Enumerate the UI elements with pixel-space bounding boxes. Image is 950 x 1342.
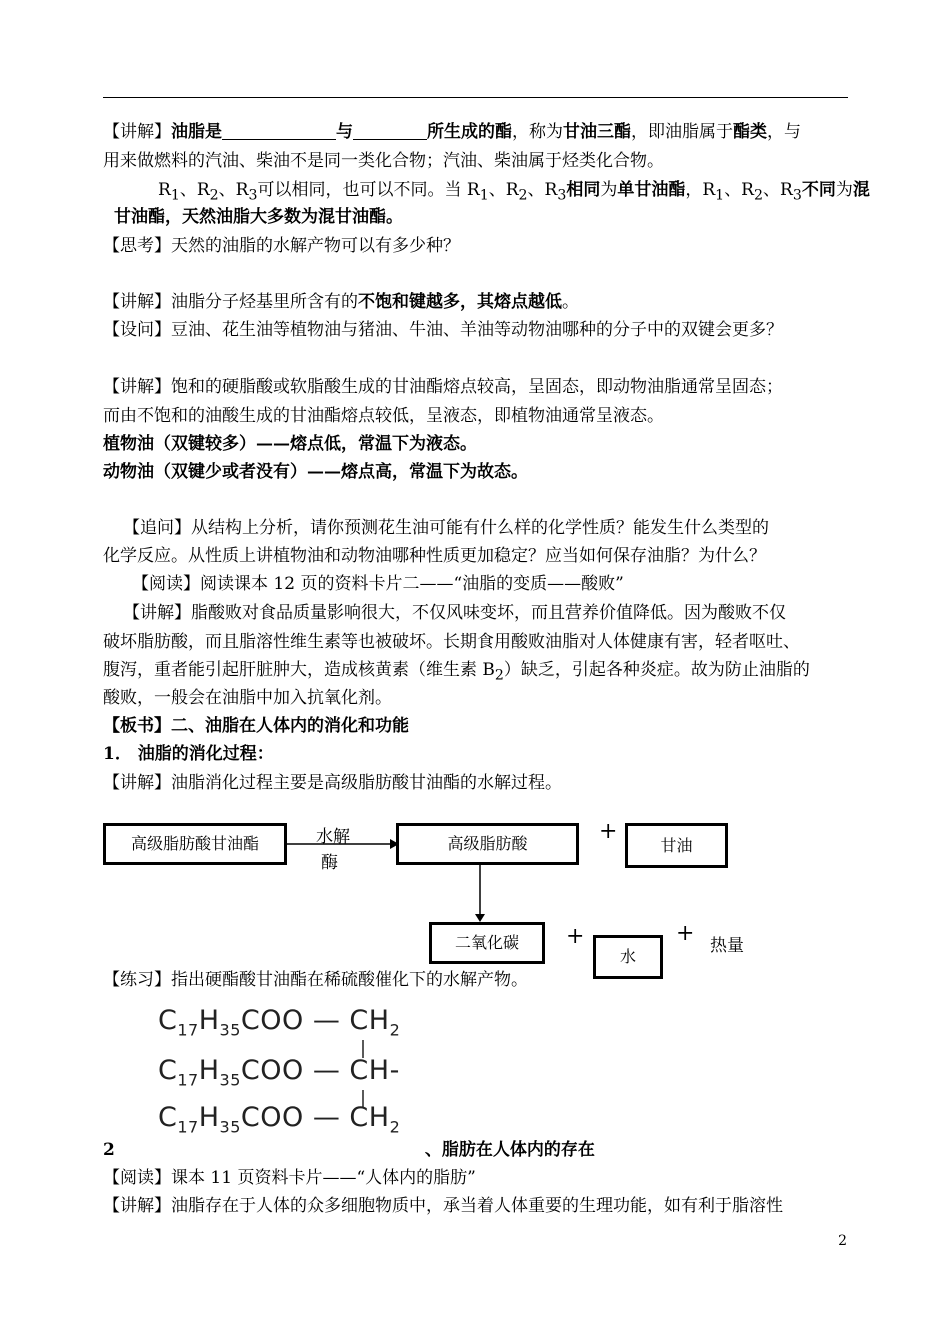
- page-number: 2: [838, 1233, 847, 1249]
- paragraph-fat-function: 【讲解】油脂存在于人体的众多细胞物质中，承当着人体重要的生理功能，如有利于脂溶性: [103, 1196, 783, 1216]
- paragraph-saturated: 【讲解】饱和的硬脂酸或软脂酸生成的甘油酯熔点较高，呈固态，即动物油脂通常呈固态；: [103, 377, 783, 397]
- arrow-label-enzyme: 酶: [321, 853, 338, 873]
- paragraph-exercise: 【练习】指出硬酯酸甘油酯在稀硫酸催化下的水解产物。: [103, 970, 528, 990]
- box-carbon-dioxide: 二氧化碳: [429, 922, 545, 964]
- paragraph-fat-definition: 【讲解】油脂是 与 所生成的酯，称为甘油三酯，即油脂属于酯类，与: [103, 122, 801, 142]
- paragraph-fuel-comparison: 用来做燃料的汽油、柴油不是同一类化合物；汽油、柴油属于烃类化合物。: [103, 151, 664, 171]
- paragraph-reading-1: 【阅读】阅读课本 12 页的资料卡片二——“油脂的变质——酸败”: [132, 574, 624, 594]
- paragraph-plant-oil: 植物油（双键较多）——熔点低，常温下为液态。: [103, 434, 477, 454]
- section-digestion: 1． 油脂的消化过程：: [103, 744, 274, 764]
- formula-line-3: $C_{17}H_{35}COO$ — $CH_2$: [158, 1102, 401, 1137]
- label-heat: 热量: [710, 936, 744, 956]
- paragraph-r-groups: $R_1$、$R_2$、$R_3$可以相同，也可以不同。当 $R_1$、$R_2$、$R_3$相同为单甘油酯，$R_1$、$R_2$、$R_3$不同为混: [158, 180, 870, 204]
- paragraph-digestion: 【讲解】油脂消化过程主要是高级脂肪酸甘油酯的水解过程。: [103, 773, 562, 793]
- paragraph-unsaturation: 【讲解】油脂分子烃基里所含有的不饱和键越多，其熔点越低。: [103, 292, 579, 312]
- section-fat-existence: 2 、脂肪在人体内的存在: [103, 1140, 595, 1160]
- paragraph-rancidity-3: 腹泻，重者能引起肝脏肿大，造成核黄素（维生素 $B_2$）缺乏，引起各种炎症。故为防止油脂的: [103, 660, 810, 684]
- plus-sign: +: [676, 921, 695, 946]
- box-glycerol: 甘油: [625, 823, 728, 868]
- box-water: 水: [593, 935, 663, 979]
- plus-sign: +: [599, 819, 618, 844]
- board-heading: 【板书】二、油脂在人体内的消化和功能: [103, 716, 409, 736]
- formula-line-2: $C_{17}H_{35}COO$ — CH-: [158, 1055, 400, 1090]
- paragraph-mixed-glycerides: 甘油酯，天然油脂大多数为混甘油酯。: [114, 207, 403, 227]
- paragraph-rancidity-4: 酸败，一般会在油脂中加入抗氧化剂。: [103, 688, 392, 708]
- box-fatty-acid: 高级脂肪酸: [396, 823, 579, 865]
- paragraph-rancidity-2: 破坏脂肪酸，而且脂溶性维生素等也被破坏。长期食用酸败油脂对人体健康有害，轻者呕吐、: [103, 632, 800, 652]
- box-glyceride: 高级脂肪酸甘油酯: [103, 823, 287, 865]
- paragraph-rancidity-1: 【讲解】脂酸败对食品质量影响很大，不仅风味变坏，而且营养价值降低。因为酸败不仅: [123, 603, 786, 623]
- paragraph-question: 【设问】豆油、花生油等植物油与猪油、牛油、羊油等动物油哪种的分子中的双键会更多？: [103, 320, 783, 340]
- arrow-label-hydrolysis: 水解: [316, 827, 350, 847]
- paragraph-followup-2: 化学反应。从性质上讲植物油和动物油哪种性质更加稳定？应当如何保存油脂？为什么？: [103, 546, 766, 566]
- paragraph-animal-oil: 动物油（双键少或者没有）——熔点高，常温下为故态。: [103, 462, 528, 482]
- formula-line-1: $C_{17}H_{35}COO$ — $CH_2$: [158, 1005, 401, 1040]
- paragraph-think: 【思考】天然的油脂的水解产物可以有多少种？: [103, 236, 460, 256]
- paragraph-reading-2: 【阅读】课本 11 页资料卡片——“人体内的脂肪”: [103, 1168, 476, 1188]
- paragraph-unsaturated: 而由不饱和的油酸生成的甘油酯熔点较低，呈液态，即植物油通常呈液态。: [103, 406, 664, 426]
- header-rule: [103, 97, 848, 98]
- oxidation-arrow: [474, 865, 486, 923]
- plus-sign: +: [566, 924, 585, 949]
- formula-bonds: [358, 1040, 368, 1140]
- paragraph-followup-1: 【追问】从结构上分析，请你预测花生油可能有什么样的化学性质？能发生什么类型的: [123, 518, 769, 538]
